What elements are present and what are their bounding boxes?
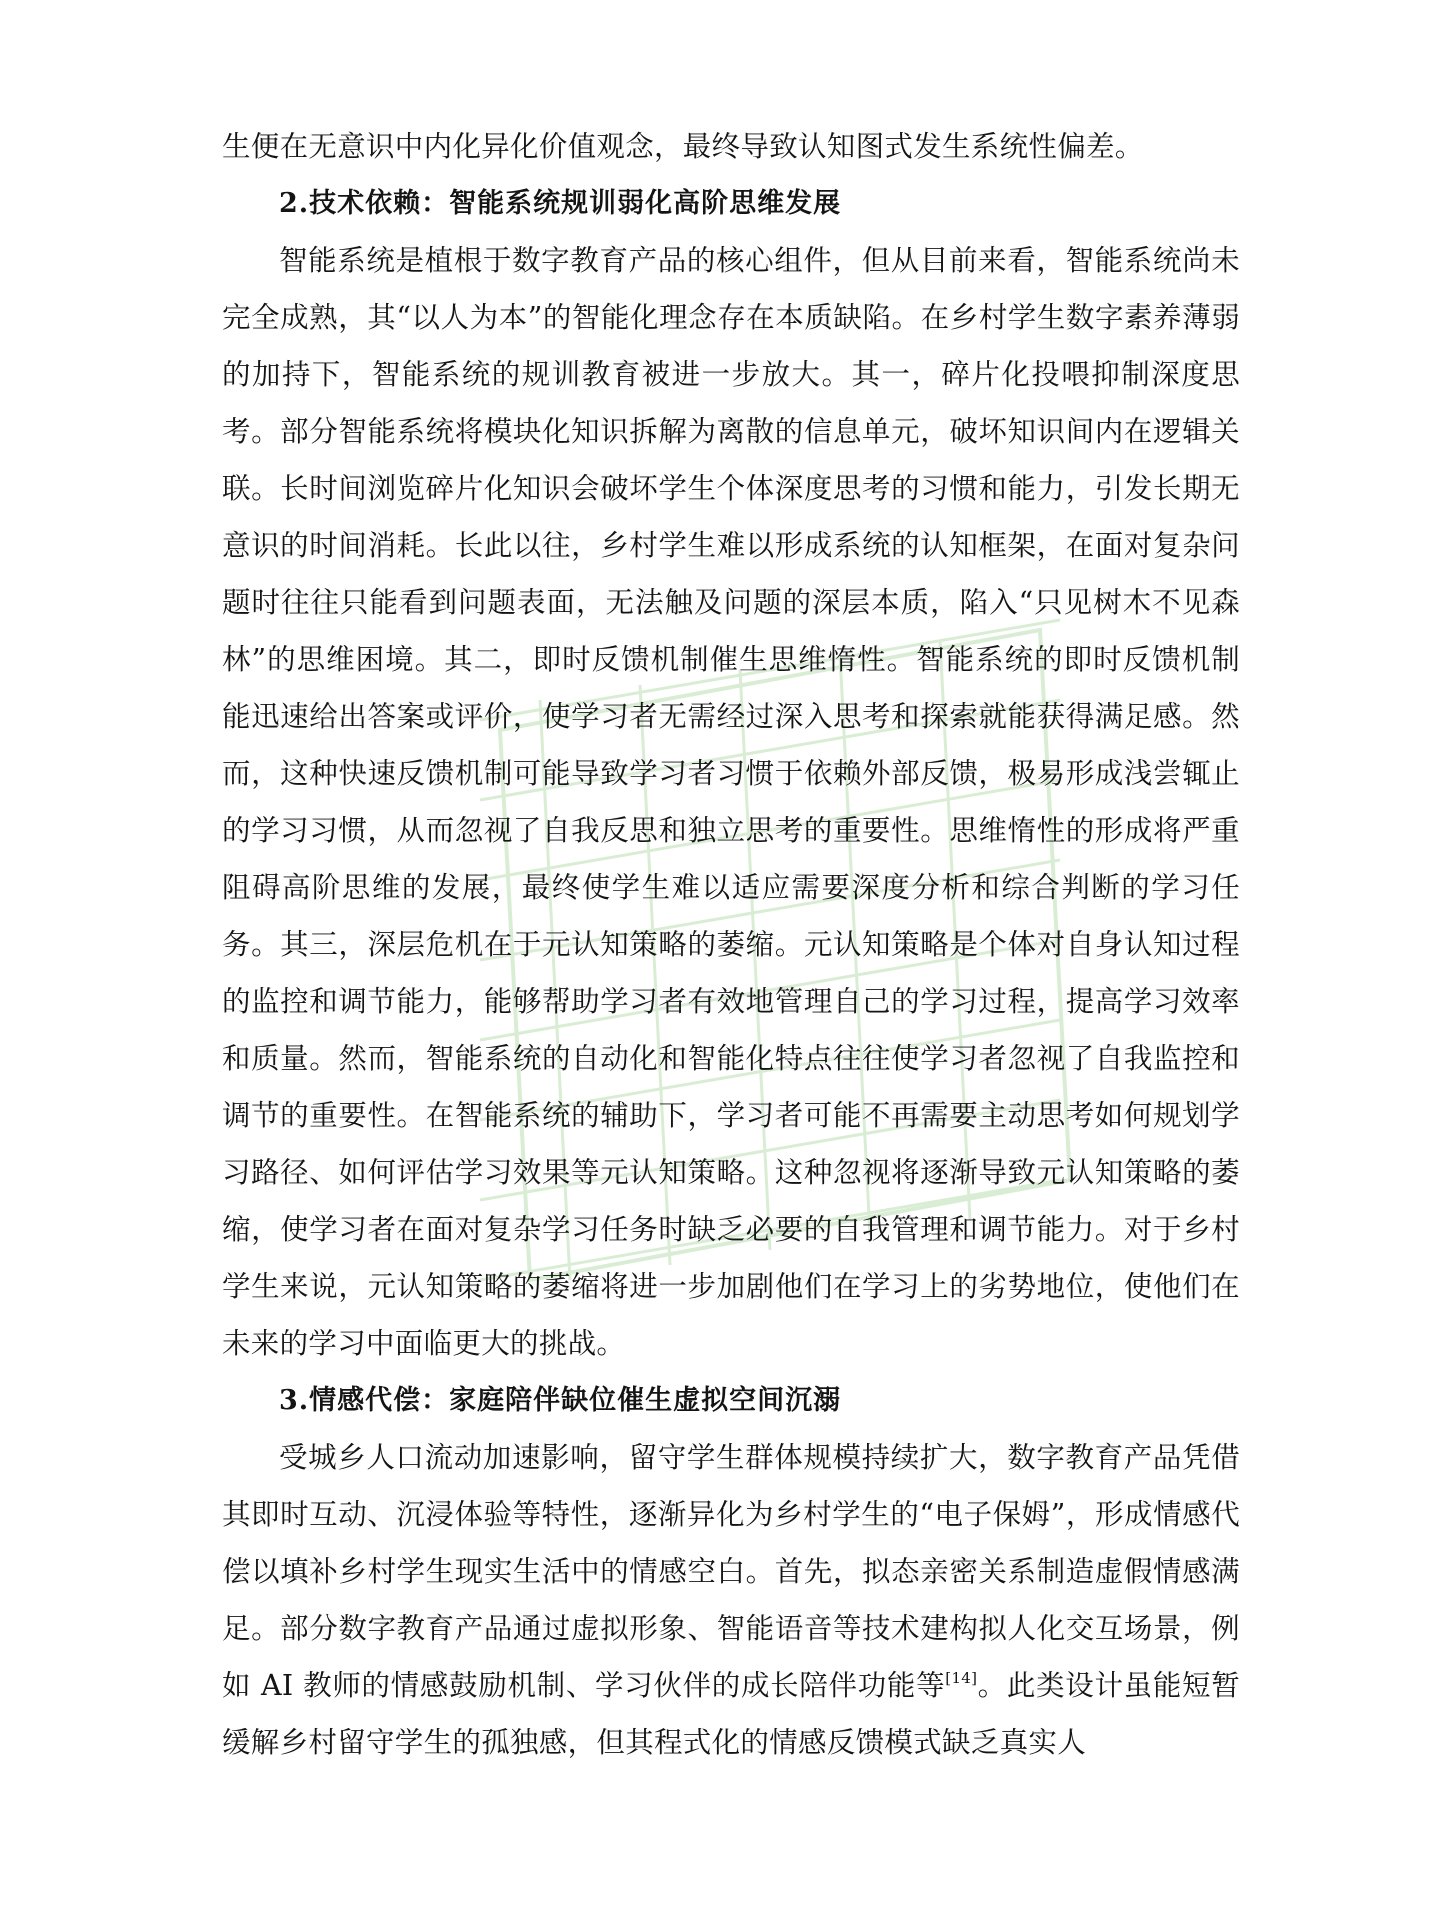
paragraph-emotional-compensation — [222, 1429, 1240, 1771]
section-heading-3: 3.情感代偿：家庭陪伴缺位催生虚拟空间沉溺 — [279, 1385, 842, 1416]
paragraph-text-part-2: 。此类设计虽能短暂缓解乡村留守学生的孤独感，但其程式化的情感反馈模式缺乏真实人 — [222, 1669, 1241, 1759]
paragraph-text-part-1: 受城乡人口流动加速影响，留守学生群体规模持续扩大，数字教育产品凭借其即时互动、沉浸体验等特性，逐渐异化为乡村学生的“电子保姆”，形成情感代偿以填补乡村学生现实生活中的情感空白。首先，拟态亲密关系制造虚假情感满足。部分数字教育产品通过虚拟形象、智能语音等技术建构拟人化交互场景，例如 AI 教师的情感鼓励机制、学习伙伴的成长陪伴功能等 — [222, 1441, 1240, 1702]
section-heading-2: 2.技术依赖：智能系统规训弱化高阶思维发展 — [279, 188, 842, 219]
paragraph-technology-dependence: 智能系统是植根于数字教育产品的核心组件，但从目前来看，智能系统尚未完全成熟，其“以人为本”的智能化理念存在本质缺陷。在乡村学生数字素养薄弱的加持下，智能系统的规训教育被进一步放大。其一，碎片化投喂抑制深度思考。部分智能系统将模块化知识拆解为离散的信息单元，破坏知识间内在逻辑关联。长时间浏览碎片化知识会破坏学生个体深度思考的习惯和能力，引发长期无意识的时间消耗。长此以往，乡村学生难以形成系统的认知框架，在面对复杂问题时往往只能看到问题表面，无法触及问题的深层本质，陷入“只见树木不见森林”的思维困境。其二，即时反馈机制催生思维惰性。智能系统的即时反馈机制能迅速给出答案或评价，使学习者无需经过深入思考和探索就能获得满足感。然而，这种快速反馈机制可能导致学习者习惯于依赖外部反馈，极易形成浅尝辄止的学习习惯，从而忽视了自我反思和独立思考的重要性。思维惰性的形成将严重阻碍高阶思维的发展，最终使学生难以适应需要深度分析和综合判断的学习任务。其三，深层危机在于元认知策略的萎缩。元认知策略是个体对自身认知过程的监控和调节能力，能够帮助学习者有效地管理自己的学习过程，提高学习效率和质量。然而，智能系统的自动化和智能化特点往往使学习者忽视了自我监控和调节的重要性。在智能系统的辅助下，学习者可能不再需要主动思考如何规划学习路径、如何评估学习效果等元认知策略。这种忽视将逐渐导致元认知策略的萎缩，使学习者在面对复杂学习任务时缺乏必要的自我管理和调节能力。对于乡村学生来说，元认知策略的萎缩将进一步加剧他们在学习上的劣势地位，使他们在未来的学习中面临更大的挑战。 — [222, 244, 1240, 1360]
document-page — [222, 118, 1240, 1771]
citation-marker: [14] — [945, 1669, 978, 1687]
paragraph-continuation: 生便在无意识中内化异化价值观念，最终导致认知图式发生系统性偏差。 — [222, 130, 1144, 163]
